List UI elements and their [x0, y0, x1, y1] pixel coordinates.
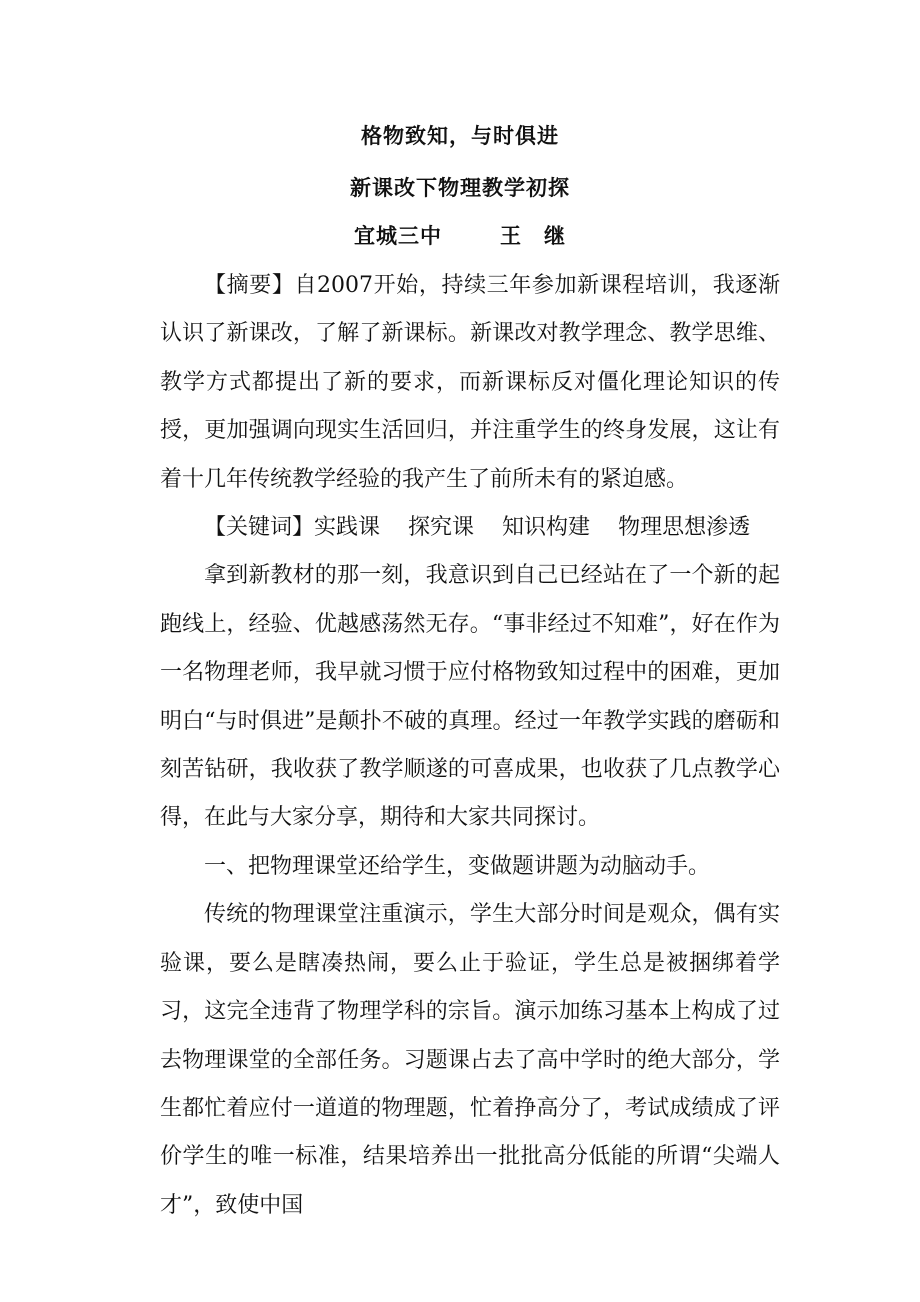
section-heading: 一、把物理课堂还给学生，变做题讲题为动脑动手。 [204, 853, 711, 879]
keyword-item: 实践课 [314, 515, 381, 541]
keyword-item: 物理思想渗透 [618, 515, 751, 541]
author-school: 宜城三中 [354, 224, 442, 248]
document-subtitle: 新课改下物理教学初探 [350, 176, 570, 200]
keywords-paragraph [160, 504, 780, 552]
author-name-first: 王 [500, 224, 522, 248]
section-body-paragraph: 传统的物理课堂注重演示，学生大部分时间是观众，偶有实验课，要么是瞎凑热闹，要么止于验证，学生总是被捆绑着学习，这完全违背了物理学科的宗旨。演示加练习基本上构成了过去物理课堂的全部任务。习题课占去了高中学时的绝大部分，学生都忙着应付一道道的物理题，忙着挣高分了，考试成绩成了评价学生的唯一标准，结果培养出一批批高分低能的所谓“尖端人才”，致使中国 [160, 902, 780, 1218]
keywords-label: 【关键词】 [204, 515, 315, 541]
document-body [160, 262, 780, 1230]
keyword-item: 知识构建 [502, 515, 591, 541]
document-title: 格物致知，与时俱进 [361, 124, 559, 148]
abstract-paragraph: 【摘要】自2007开始，持续三年参加新课程培训，我逐渐认识了新课改，了解了新课标。新课改对教学理念、教学思维、教学方式都提出了新的要求，而新课标反对僵化理论知识的传授，更加强调向现实生活回归，并注重学生的终身发展，这让有着十几年传统教学经验的我产生了前所未有的紧迫感。 [160, 273, 780, 492]
author-line [0, 220, 920, 250]
intro-paragraph: 拿到新教材的那一刻，我意识到自己已经站在了一个新的起跑线上，经验、优越感荡然无存。“事非经过不知难”，好在作为一名物理老师，我早就习惯于应付格物致知过程中的困难，更加明白“与时俱进”是颠扑不破的真理。经过一年教学实践的磨砺和刻苦钻研，我收获了教学顺遂的可喜成果，也收获了几点教学心得，在此与大家分享，期待和大家共同探讨。 [160, 563, 780, 831]
keyword-item: 探究课 [408, 515, 475, 541]
author-name-second: 继 [544, 224, 566, 248]
